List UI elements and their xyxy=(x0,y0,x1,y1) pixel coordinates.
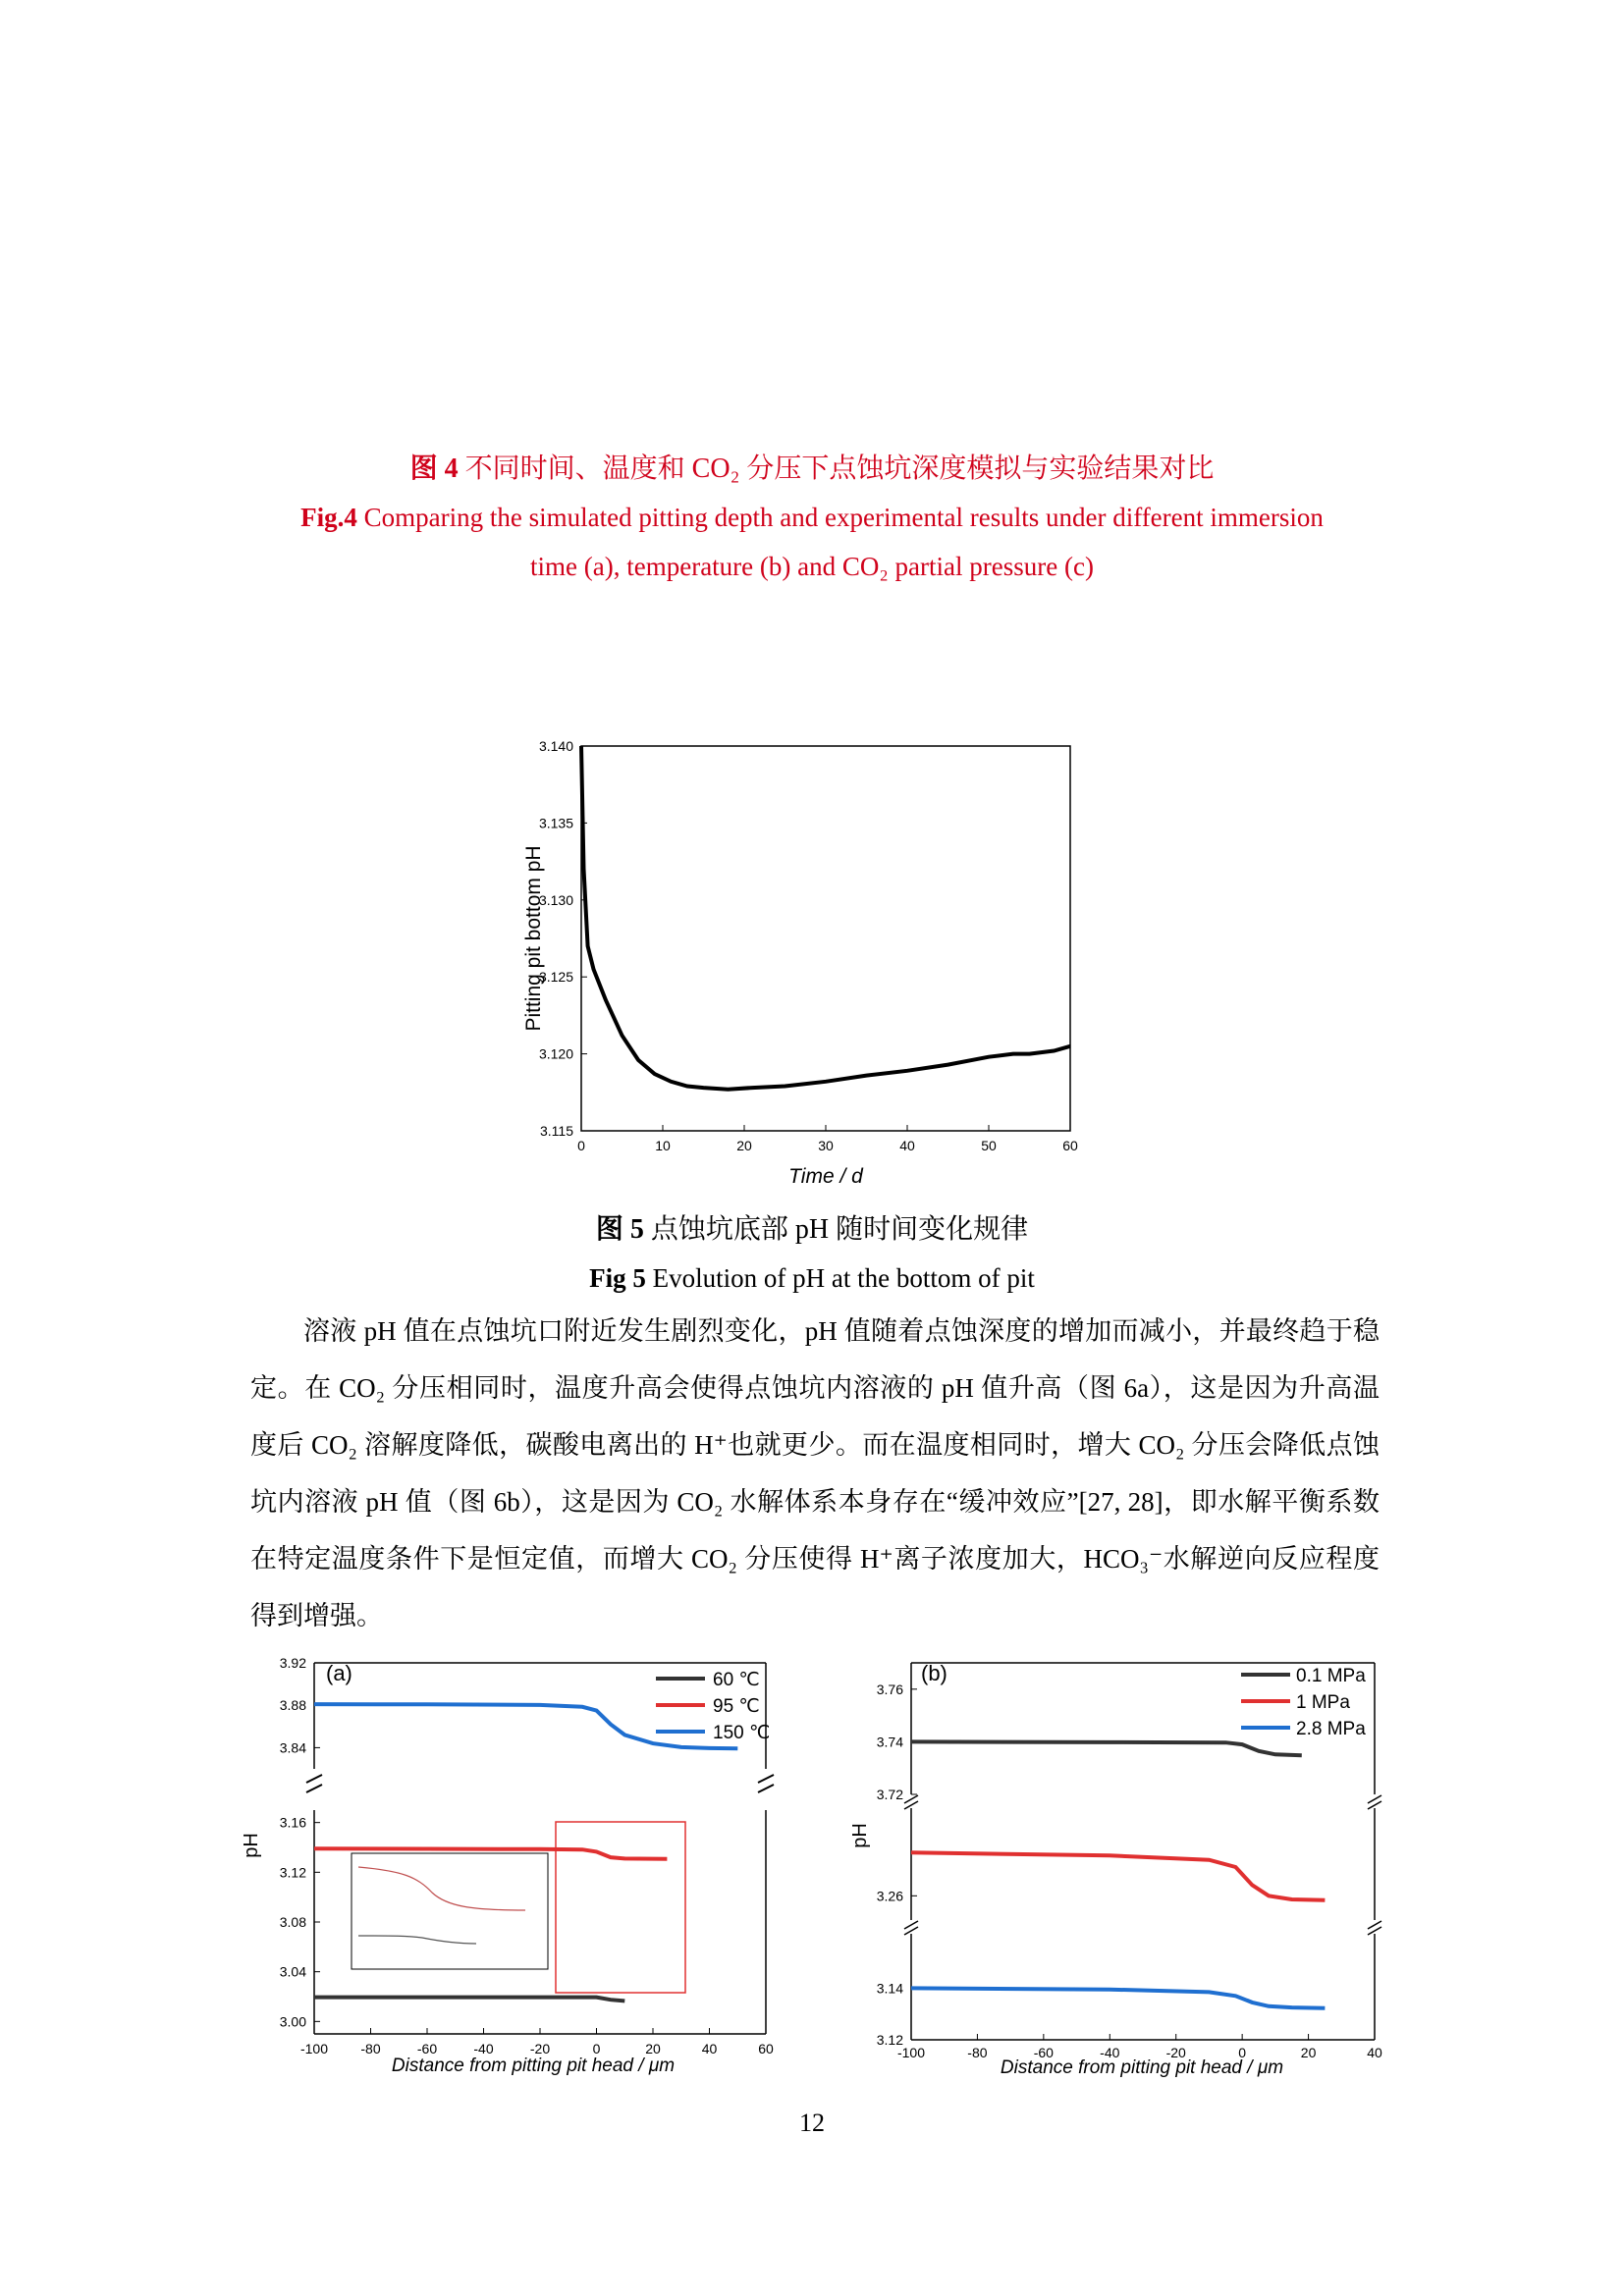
fig5-xtick-label: 40 xyxy=(899,1138,915,1153)
fig6a-xtick-label: -40 xyxy=(473,2041,494,2056)
fig6b-ytick-label: 3.26 xyxy=(876,1888,903,1904)
fig5-caption-en xyxy=(0,1263,1624,1294)
fig6a-x-axis-label: Distance from pitting pit head / μm xyxy=(391,2056,676,2076)
fig6b-series-line xyxy=(911,1741,1302,1755)
fig6a-zoom-box xyxy=(556,1822,685,1993)
fig6b-ytick-label: 3.72 xyxy=(876,1787,903,1802)
fig5-ytick-label: 3.115 xyxy=(540,1123,573,1139)
fig6a-ytick-label: 3.16 xyxy=(279,1814,306,1831)
fig6a-xtick-label: -60 xyxy=(416,2041,438,2056)
fig5-chart xyxy=(481,731,1090,1202)
fig6b-legend-label: 0.1 MPa xyxy=(1296,1666,1366,1686)
fig6b-legend-label: 1 MPa xyxy=(1296,1692,1350,1713)
fig6b-series-line xyxy=(911,1852,1325,1899)
fig5-label-en: Fig 5 xyxy=(589,1263,646,1293)
fig5-xtick-label: 0 xyxy=(577,1138,585,1153)
fig6a-legend xyxy=(656,1670,770,1743)
fig6a-xtick-label: 0 xyxy=(592,2041,601,2056)
fig6a-ytick-label: 3.88 xyxy=(279,1697,306,1714)
fig6b-series xyxy=(911,1741,1325,2007)
fig5-x-axis-label: Time / d xyxy=(788,1165,863,1188)
fig5-xtick-label: 20 xyxy=(736,1138,752,1153)
body-paragraph xyxy=(250,1303,1380,1644)
fig5-ytick-label: 3.120 xyxy=(538,1045,573,1062)
fig5-y-axis-label: Pitting pit bottom pH xyxy=(522,845,545,1032)
fig6b-xtick-label: -20 xyxy=(1165,2045,1186,2060)
fig6b-ytick-label: 3.76 xyxy=(876,1681,903,1697)
fig6b-xtick-label: 20 xyxy=(1300,2045,1317,2060)
fig6a-series-line xyxy=(314,1998,624,2002)
fig6a-y-axis-label: pH xyxy=(241,1833,262,1858)
fig6b-panel-label: (b) xyxy=(921,1661,947,1685)
fig6a-series-line xyxy=(314,1704,737,1748)
fig5-caption-cn xyxy=(0,1207,1624,1247)
fig6b-xtick-label: -40 xyxy=(1100,2045,1120,2060)
fig6b-ytick-label: 3.14 xyxy=(876,1980,903,1997)
fig6b-chart xyxy=(844,1649,1394,2101)
fig6b-series-line xyxy=(911,1988,1325,2007)
fig6a-legend-label: 60 ℃ xyxy=(713,1670,760,1690)
fig6a-xtick-label: 40 xyxy=(701,2041,718,2056)
fig4-title-cn: 不同时间、温度和 CO₂ 分压下点蚀坑深度模拟与实验结果对比 xyxy=(464,454,1215,484)
body-paragraph-text: 溶液 pH 值在点蚀坑口附近发生剧烈变化，pH 值随着点蚀深度的增加而减小，并最终趋于稳定。在 CO₂ 分压相同时，温度升高会使得点蚀坑内溶液的 pH 值升高（图 6a），这是因为升高温度后 CO₂ 溶解度降低，碳酸电离出的 H⁺也就更少。而在温度相同时，增大 CO₂ 分压会降低点蚀坑内溶液 pH 值（图 6b），这是因为 CO₂ 水解体系本身存在“缓冲效应”[27, 28]，即水解平衡系数在特定温度条件下是恒定值，而增大 CO₂ 分压使得 H⁺离子浓度加大，HCO₃⁻水解逆向反应程度得到增强。 xyxy=(250,1316,1380,1630)
fig6b-xtick-label: 0 xyxy=(1238,2045,1247,2060)
fig4-label-cn: 图 4 xyxy=(409,454,459,484)
fig6b-x-axis-label: Distance from pitting pit head / μm xyxy=(1000,2057,1284,2078)
fig6a-legend-label: 150 ℃ xyxy=(713,1723,771,1743)
fig6a-chart xyxy=(236,1649,805,2101)
fig4-title-en-line1: Comparing the simulated pitting depth and experimental results under different immersion xyxy=(363,503,1324,532)
fig6a-ytick-label: 3.92 xyxy=(279,1655,306,1671)
fig6a-ytick-label: 3.08 xyxy=(279,1914,306,1930)
fig6a-xtick-label: -20 xyxy=(529,2041,551,2056)
page-number: 12 xyxy=(799,2109,825,2137)
fig6a-ytick-label: 3.04 xyxy=(279,1963,306,1980)
fig5-ytick-label: 3.125 xyxy=(538,969,573,986)
fig6a-legend-label: 95 ℃ xyxy=(713,1696,760,1717)
fig5-ytick-label: 3.130 xyxy=(538,891,573,908)
fig6a-ytick-label: 3.00 xyxy=(279,2013,306,2030)
fig6a-inset xyxy=(352,1853,548,1969)
fig5-xtick-label: 60 xyxy=(1062,1138,1078,1153)
fig5-xtick-label: 30 xyxy=(818,1138,834,1153)
fig4-caption-en-1 xyxy=(0,503,1624,533)
fig6a-ytick-label: 3.12 xyxy=(279,1864,306,1881)
fig6a-ytick-label: 3.84 xyxy=(279,1739,306,1756)
fig6b-y-axis-label: pH xyxy=(849,1823,871,1848)
fig6b-legend-label: 2.8 MPa xyxy=(1296,1719,1366,1739)
fig6b-xtick-label: -60 xyxy=(1033,2045,1054,2060)
fig5-xtick-label: 50 xyxy=(981,1138,997,1153)
fig6a-xtick-label: 60 xyxy=(758,2041,774,2056)
fig5-x-ticks xyxy=(577,1125,1078,1153)
fig6a-xtick-label: 20 xyxy=(645,2041,661,2056)
fig4-label-en: Fig.4 xyxy=(300,503,357,532)
fig5-ytick-label: 3.140 xyxy=(538,738,573,754)
fig5-title-cn: 点蚀坑底部 pH 随时间变化规律 xyxy=(650,1214,1029,1245)
fig5-ytick-label: 3.135 xyxy=(538,815,573,831)
fig4-title-en-line2: time (a), temperature (b) and CO₂ partial pressure (c) xyxy=(530,552,1094,581)
fig6b-ytick-label: 3.12 xyxy=(876,2032,903,2048)
fig4-caption-cn xyxy=(0,447,1624,486)
fig6a-xtick-label: -80 xyxy=(360,2041,381,2056)
fig6b-xtick-label: 40 xyxy=(1367,2045,1382,2060)
fig5-label-cn: 图 5 xyxy=(595,1214,644,1245)
fig6b-legend xyxy=(1241,1666,1366,1739)
fig5-y-ticks xyxy=(539,738,587,1139)
fig5-title-en: Evolution of pH at the bottom of pit xyxy=(652,1263,1035,1293)
fig6b-xtick-label: -80 xyxy=(967,2045,988,2060)
fig6b-ytick-label: 3.74 xyxy=(876,1734,903,1750)
fig6a-panel-label: (a) xyxy=(326,1661,352,1685)
fig5-xtick-label: 10 xyxy=(655,1138,671,1153)
fig5-series-line xyxy=(581,746,1070,1090)
fig6b-xtick-label: -100 xyxy=(896,2045,926,2060)
fig6a-xtick-label: -100 xyxy=(299,2041,329,2056)
